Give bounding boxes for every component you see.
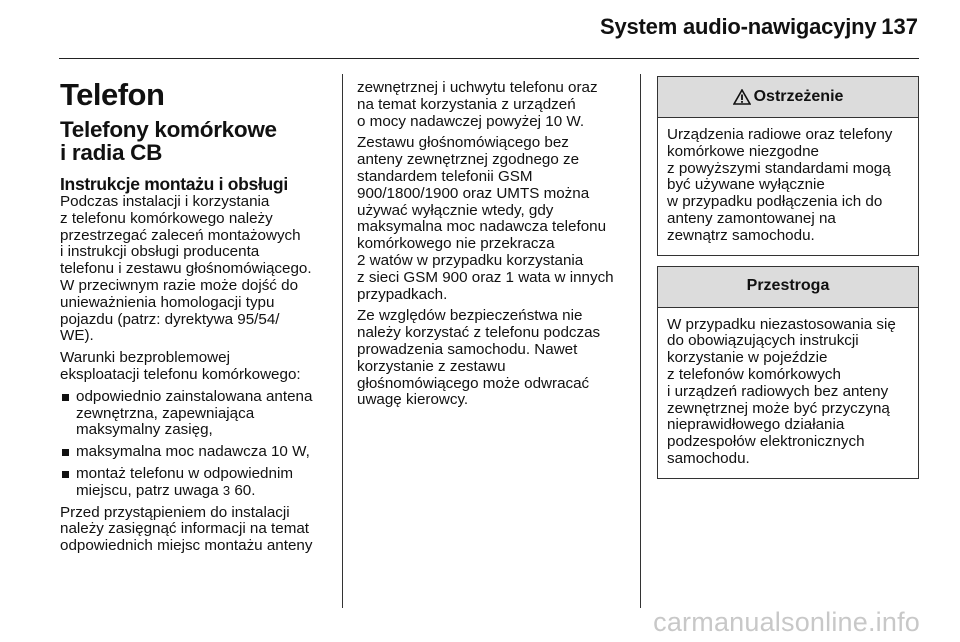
text-line: do obowiązujących instrukcji [667, 332, 859, 350]
paragraph-installation [60, 194, 330, 345]
paragraph-antenna [60, 505, 330, 555]
list-item [60, 444, 330, 461]
text-line: zewnętrznej i uchwytu telefonu oraz [357, 79, 598, 96]
text-line: uwagę kierowcy. [357, 391, 469, 409]
warning-box-header [658, 77, 918, 118]
column-1 [60, 72, 330, 560]
text-line: nieprawidłowego działania [667, 416, 845, 434]
list-item [60, 466, 330, 500]
text-line: podzespołów elektronicznych [667, 433, 865, 451]
text-line: Ze względów bezpieczeństwa nie [357, 307, 583, 325]
text-line: z sieci GSM 900 oraz 1 wata w innych [357, 268, 614, 286]
text-line: korzystanie w pojeździe [667, 349, 828, 367]
text-line: być używane wyłącznie [667, 176, 825, 194]
text-line: miejscu, patrz uwaga [76, 481, 219, 499]
text-line: maksymalna moc nadawcza 10 W, [76, 443, 310, 461]
text-line: Zestawu głośnomówiącego bez [357, 134, 569, 152]
page-number: 137 [881, 14, 918, 39]
text-line: Urządzenia radiowe oraz telefony [667, 126, 893, 143]
instructions-heading: Instrukcje montażu i obsługi [60, 174, 288, 194]
warning-box-body [658, 118, 918, 255]
text-line: należy zasięgnąć informacji na temat [60, 520, 310, 538]
subsection-heading-line: Telefony komórkowe [60, 117, 277, 142]
caution-box-title: Przestroga [746, 277, 830, 295]
cross-reference-arrow-icon: 3 [222, 482, 231, 498]
paragraph-safety [357, 308, 629, 409]
warning-triangle-icon [733, 89, 751, 105]
text-line: Przed przystąpieniem do instalacji [60, 503, 290, 521]
list-item [60, 389, 330, 439]
paragraph-handsfree [357, 135, 629, 303]
text-line: zewnętrzna, zapewniająca [76, 404, 255, 422]
text-line: WE). [60, 327, 94, 345]
text-line: zewnątrz samochodu. [667, 226, 815, 244]
text-line: 2 watów w przypadku korzystania [357, 251, 584, 269]
text-line: należy korzystać z telefonu podczas [357, 324, 601, 342]
text-line: telefonu i zestawu głośnomówiącego. [60, 260, 312, 278]
column-2 [357, 80, 629, 414]
column-divider-right [640, 74, 641, 608]
warning-box-title: Ostrzeżenie [753, 87, 844, 105]
text-line: pojazdu (patrz: dyrektywa 95/54/ [60, 310, 280, 328]
text-line: i instrukcji obsługi producenta [60, 243, 260, 261]
subsection-heading-line: i radia CB [60, 140, 163, 165]
text-line: maksymalny zasięg, [76, 421, 213, 439]
text-line: W przeciwnym razie może dojść do [60, 276, 299, 294]
text-line: z powyższymi standardami mogą [667, 159, 891, 177]
square-bullet-icon [62, 394, 69, 401]
subsection-heading [60, 118, 330, 164]
text-line: o mocy nadawczej powyżej 10 W. [357, 112, 585, 130]
text-line: samochodu. [667, 449, 750, 467]
section-heading: Telefon [60, 77, 165, 112]
text-line: przestrzegać zaleceń montażowych [60, 226, 301, 244]
text-line: przypadkach. [357, 285, 448, 303]
text-line: anteny zewnętrznej zgodnego ze [357, 151, 580, 169]
text-line: głośnomówiącego może odwracać [357, 374, 590, 392]
watermark: carmanualsonline.info [653, 607, 920, 637]
text-line: odpowiednio zainstalowana antena [76, 387, 313, 405]
text-line: 900/1800/1900 oraz UMTS można [357, 184, 590, 202]
text-line: unieważnienia homologacji typu [60, 293, 275, 311]
text-line: zewnętrznej może być przyczyną [667, 399, 890, 417]
text-line: komórkowe niezgodne [667, 142, 819, 160]
paragraph-continued [357, 80, 629, 130]
text-line: w przypadku podłączenia ich do [667, 193, 883, 211]
conditions-list [60, 389, 330, 500]
text-line: i urządzeń radiowych bez anteny [667, 382, 889, 400]
text-line: Warunki bezproblemowej [60, 349, 230, 367]
text-line: z telefonów komórkowych [667, 365, 841, 383]
caution-box-body [658, 308, 918, 478]
header-rule [59, 58, 919, 59]
text-line: komórkowego nie przekracza [357, 235, 555, 253]
column-divider-left [342, 74, 343, 608]
text-line: Podczas instalacji i korzystania [60, 193, 270, 210]
caution-box [657, 266, 919, 479]
text-line: korzystanie z zestawu [357, 357, 506, 375]
text-line: anteny zamontowanej na [667, 209, 836, 227]
warning-box [657, 76, 919, 256]
text-line: odpowiednich miejsc montażu anteny [60, 537, 313, 555]
caution-box-header [658, 267, 918, 308]
text-line: W przypadku niezastosowania się [667, 315, 896, 333]
text-line: na temat korzystania z urządzeń [357, 95, 576, 113]
text-line: montaż telefonu w odpowiednim [76, 464, 293, 482]
text-line: standardem telefonii GSM [357, 167, 533, 185]
text-line: używać wyłącznie wtedy, gdy [357, 201, 554, 219]
text-line: maksymalna moc nadawcza telefonu [357, 218, 607, 236]
square-bullet-icon [62, 471, 69, 478]
text-line: eksploatacji telefonu komórkowego: [60, 365, 301, 383]
cross-reference-page: 60. [230, 481, 256, 499]
column-3 [657, 76, 919, 489]
header-title: System audio-nawigacyjny [600, 14, 877, 39]
text-line: prowadzenia samochodu. Nawet [357, 340, 578, 358]
square-bullet-icon [62, 449, 69, 456]
paragraph-conditions [60, 350, 330, 384]
text-line: z telefonu komórkowego należy [60, 209, 273, 227]
